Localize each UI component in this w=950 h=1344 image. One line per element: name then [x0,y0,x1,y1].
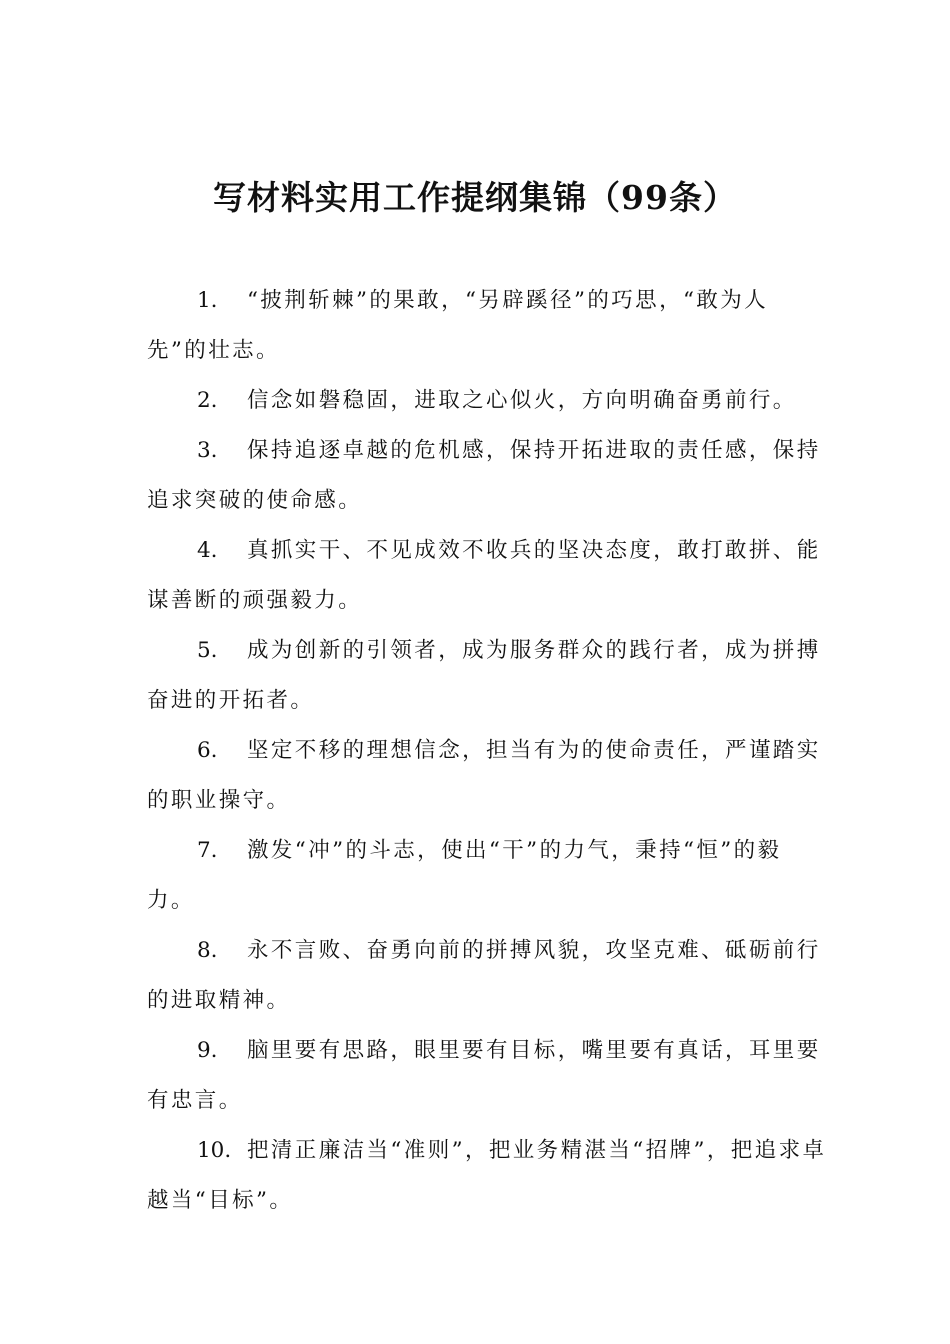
item-text: 保持追逐卓越的危机感，保持开拓进取的责任感，保持追求突破的使命感。 [147,438,821,513]
item-number: 10. [197,1138,232,1163]
item-text: 脑里要有思路，眼里要有目标，嘴里要有真话，耳里要有忠言。 [147,1038,821,1113]
item-text: 坚定不移的理想信念，担当有为的使命责任，严谨踏实的职业操守。 [147,738,821,813]
list-item [147,626,827,726]
item-number: 2. [197,388,218,413]
list-item [147,826,827,926]
item-text: 真抓实干、不见成效不收兵的坚决态度，敢打敢拼、能谋善断的顽强毅力。 [147,538,821,613]
item-text: 把清正廉洁当“准则”，把业务精湛当“招牌”，把追求卓越当“目标”。 [147,1138,827,1213]
item-number: 3. [197,438,218,463]
item-number: 9. [197,1038,218,1063]
item-text: 激发“冲”的斗志，使出“干”的力气，秉持“恒”的毅力。 [147,838,782,913]
item-text: 信念如磐稳固，进取之心似火，方向明确奋勇前行。 [247,388,797,413]
list-item [147,1126,827,1226]
list-item [147,526,827,626]
list-item [147,276,827,376]
list-item [147,1026,827,1126]
item-text: “披荆斩棘”的果敢，“另辟蹊径”的巧思，“敢为人先”的壮志。 [147,288,769,363]
item-number: 5. [197,638,218,663]
item-number: 4. [197,538,218,563]
item-number: 1. [197,288,218,313]
item-number: 8. [197,938,218,963]
list-item [147,726,827,826]
document-title: 写材料实用工作提纲集锦（99条） [213,178,737,217]
list-item [147,426,827,526]
list-item [147,376,827,426]
document-body [147,276,827,1226]
item-number: 7. [197,838,218,863]
list-item [147,926,827,1026]
item-number: 6. [197,738,218,763]
item-text: 成为创新的引领者，成为服务群众的践行者，成为拼搏奋进的开拓者。 [147,638,821,713]
item-text: 永不言败、奋勇向前的拼搏风貌，攻坚克难、砥砺前行的进取精神。 [147,938,821,1013]
